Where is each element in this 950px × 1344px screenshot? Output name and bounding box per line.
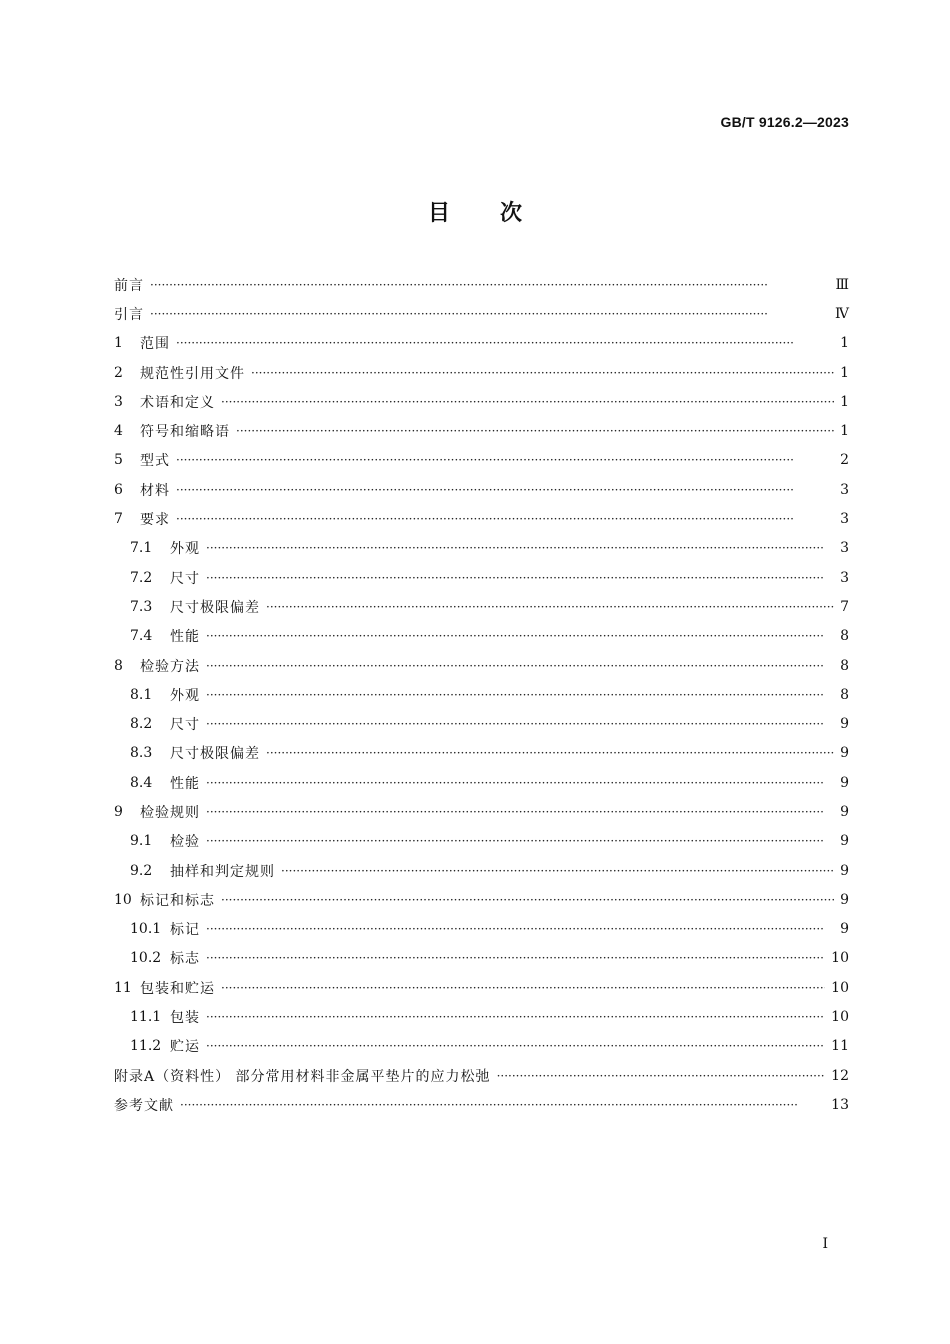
toc-entry-number: 10.1 bbox=[130, 921, 162, 938]
toc-entry-number: 9.2 bbox=[130, 862, 153, 879]
toc-entry-label: 符号和缩略语 bbox=[140, 424, 230, 441]
toc-entry-page: 9 bbox=[840, 891, 849, 908]
toc-entry-label: 标记和标志 bbox=[140, 892, 215, 909]
toc-entry[interactable] bbox=[114, 827, 849, 856]
toc-entry[interactable] bbox=[114, 1032, 849, 1061]
toc-entry-page: Ⅲ bbox=[835, 276, 849, 293]
toc-entry[interactable] bbox=[114, 944, 849, 973]
toc-entry[interactable] bbox=[114, 534, 849, 563]
toc-dot-leader bbox=[206, 1039, 825, 1053]
toc-entry-number: 6 bbox=[114, 481, 123, 498]
toc-entry[interactable] bbox=[114, 504, 849, 533]
toc-entry-label: 包装和贮运 bbox=[140, 980, 215, 997]
toc-entry-number: 7 bbox=[114, 511, 123, 528]
toc-entry-label: 术语和定义 bbox=[140, 394, 215, 411]
toc-dot-leader bbox=[206, 629, 834, 643]
toc-dot-leader bbox=[497, 1069, 826, 1083]
toc-entry-number: 8.2 bbox=[130, 716, 153, 733]
toc-entry-label: 外观 bbox=[170, 541, 200, 558]
toc-entry-page: 13 bbox=[831, 1096, 849, 1113]
toc-entry-label: 前言 bbox=[114, 277, 144, 294]
standard-code: GB/T 9126.2—2023 bbox=[720, 114, 849, 130]
toc-entry[interactable] bbox=[114, 358, 849, 387]
toc-dot-leader bbox=[251, 366, 834, 380]
toc-entry-label: 包装 bbox=[170, 1010, 200, 1027]
toc-list bbox=[114, 270, 849, 1120]
toc-entry-page: 9 bbox=[840, 803, 849, 820]
toc-dot-leader bbox=[206, 922, 834, 936]
toc-dot-leader bbox=[206, 834, 834, 848]
toc-entry-number: 8.3 bbox=[130, 745, 153, 762]
toc-entry-page: 8 bbox=[840, 686, 849, 703]
toc-entry[interactable] bbox=[114, 973, 849, 1002]
toc-entry-page: 11 bbox=[831, 1038, 849, 1055]
toc-dot-leader bbox=[176, 512, 834, 526]
toc-entry-page: 1 bbox=[840, 364, 849, 381]
page-number: I bbox=[822, 1236, 828, 1252]
toc-entry-page: 9 bbox=[840, 745, 849, 762]
toc-entry-page: 3 bbox=[840, 481, 849, 498]
toc-entry-label: 规范性引用文件 bbox=[140, 365, 245, 382]
toc-entry[interactable] bbox=[114, 416, 849, 445]
toc-entry-label: 尺寸极限偏差 bbox=[170, 599, 260, 616]
toc-dot-leader bbox=[221, 395, 834, 409]
toc-entry[interactable] bbox=[114, 739, 849, 768]
toc-entry[interactable] bbox=[114, 709, 849, 738]
toc-entry-label: 标志 bbox=[170, 951, 200, 968]
toc-entry-page: 12 bbox=[831, 1067, 849, 1084]
toc-entry[interactable] bbox=[114, 1002, 849, 1031]
toc-entry-page: 3 bbox=[840, 569, 849, 586]
toc-entry-page: 3 bbox=[840, 540, 849, 557]
toc-entry-page: 8 bbox=[840, 657, 849, 674]
toc-entry-label: 检验规则 bbox=[140, 804, 200, 821]
toc-dot-leader bbox=[236, 424, 834, 438]
toc-entry-number: 7.3 bbox=[130, 598, 153, 615]
toc-dot-leader bbox=[281, 864, 834, 878]
toc-dot-leader bbox=[206, 717, 834, 731]
toc-entry-page: 10 bbox=[831, 1009, 849, 1026]
toc-dot-leader bbox=[206, 659, 834, 673]
toc-entry-label: 尺寸 bbox=[170, 570, 200, 587]
toc-entry[interactable] bbox=[114, 885, 849, 914]
toc-entry[interactable] bbox=[114, 592, 849, 621]
toc-entry-label: 抽样和判定规则 bbox=[170, 863, 275, 880]
toc-entry-label: 引言 bbox=[114, 306, 144, 323]
toc-entry-number: 10.2 bbox=[130, 950, 162, 967]
toc-entry[interactable] bbox=[114, 1061, 849, 1090]
toc-entry[interactable] bbox=[114, 622, 849, 651]
toc-entry-number: 11 bbox=[114, 979, 132, 996]
toc-entry[interactable] bbox=[114, 329, 849, 358]
toc-entry-number: 7.1 bbox=[130, 540, 153, 557]
toc-entry-number: 8.1 bbox=[130, 686, 153, 703]
toc-entry-page: 1 bbox=[840, 393, 849, 410]
toc-entry-page: 9 bbox=[840, 774, 849, 791]
toc-dot-leader bbox=[150, 307, 829, 321]
toc-entry-label: 型式 bbox=[140, 453, 170, 470]
toc-entry-number: 8.4 bbox=[130, 774, 153, 791]
toc-entry-page: Ⅳ bbox=[835, 305, 849, 322]
toc-dot-leader bbox=[176, 453, 834, 467]
toc-entry-label: 外观 bbox=[170, 687, 200, 704]
toc-entry[interactable] bbox=[114, 387, 849, 416]
toc-entry[interactable] bbox=[114, 1090, 849, 1119]
toc-entry-label: 材料 bbox=[140, 482, 170, 499]
toc-entry[interactable] bbox=[114, 563, 849, 592]
toc-dot-leader bbox=[206, 688, 834, 702]
toc-entry-number: 11.1 bbox=[130, 1009, 162, 1026]
toc-entry-page: 2 bbox=[840, 452, 849, 469]
toc-entry[interactable] bbox=[114, 475, 849, 504]
toc-entry-label: 附录A（资料性） 部分常用材料非金属平垫片的应力松弛 bbox=[114, 1068, 491, 1085]
toc-entry-label: 贮运 bbox=[170, 1039, 200, 1056]
toc-entry-page: 9 bbox=[840, 862, 849, 879]
toc-dot-leader bbox=[150, 278, 829, 292]
toc-dot-leader bbox=[206, 776, 834, 790]
toc-entry-page: 1 bbox=[840, 335, 849, 352]
toc-entry-page: 9 bbox=[840, 833, 849, 850]
toc-entry-number: 4 bbox=[114, 423, 123, 440]
toc-entry[interactable] bbox=[114, 680, 849, 709]
toc-entry-page: 9 bbox=[840, 921, 849, 938]
toc-entry-label: 尺寸 bbox=[170, 717, 200, 734]
toc-dot-leader bbox=[176, 336, 834, 350]
toc-entry[interactable] bbox=[114, 651, 849, 680]
toc-entry-label: 参考文献 bbox=[114, 1097, 174, 1114]
toc-entry[interactable] bbox=[114, 446, 849, 475]
toc-entry-number: 3 bbox=[114, 393, 123, 410]
toc-title: 目次 bbox=[427, 201, 572, 226]
toc-entry-label: 标记 bbox=[170, 922, 200, 939]
toc-entry-number: 7.4 bbox=[130, 628, 153, 645]
toc-dot-leader bbox=[266, 600, 834, 614]
toc-dot-leader bbox=[176, 483, 834, 497]
toc-dot-leader bbox=[206, 1010, 825, 1024]
toc-entry[interactable] bbox=[114, 299, 849, 328]
toc-entry[interactable] bbox=[114, 856, 849, 885]
toc-entry[interactable] bbox=[114, 797, 849, 826]
toc-entry-label: 范围 bbox=[140, 336, 170, 353]
toc-entry-number: 1 bbox=[114, 335, 123, 352]
toc-entry-number: 8 bbox=[114, 657, 123, 674]
toc-entry-page: 1 bbox=[840, 423, 849, 440]
toc-entry-label: 检验方法 bbox=[140, 658, 200, 675]
toc-entry-label: 性能 bbox=[170, 629, 200, 646]
toc-dot-leader bbox=[180, 1098, 825, 1112]
toc-entry-number: 7.2 bbox=[130, 569, 153, 586]
toc-entry-number: 9.1 bbox=[130, 833, 153, 850]
toc-entry-label: 检验 bbox=[170, 834, 200, 851]
toc-dot-leader bbox=[266, 746, 834, 760]
toc-entry-number: 5 bbox=[114, 452, 123, 469]
toc-entry-label: 性能 bbox=[170, 775, 200, 792]
toc-entry-page: 10 bbox=[831, 979, 849, 996]
toc-entry-label: 尺寸极限偏差 bbox=[170, 746, 260, 763]
toc-entry-number: 11.2 bbox=[130, 1038, 162, 1055]
toc-dot-leader bbox=[206, 541, 834, 555]
toc-dot-leader bbox=[221, 893, 834, 907]
toc-dot-leader bbox=[206, 571, 834, 585]
toc-entry-page: 9 bbox=[840, 716, 849, 733]
toc-entry-page: 3 bbox=[840, 511, 849, 528]
toc-entry-page: 10 bbox=[831, 950, 849, 967]
toc-dot-leader bbox=[206, 951, 825, 965]
toc-entry-number: 9 bbox=[114, 803, 123, 820]
toc-entry-page: 8 bbox=[840, 628, 849, 645]
toc-entry[interactable] bbox=[114, 768, 849, 797]
toc-entry[interactable] bbox=[114, 270, 849, 299]
toc-entry-number: 2 bbox=[114, 364, 123, 381]
toc-entry-page: 7 bbox=[840, 598, 849, 615]
toc-dot-leader bbox=[221, 981, 825, 995]
toc-entry-number: 10 bbox=[114, 891, 132, 908]
toc-entry-label: 要求 bbox=[140, 512, 170, 529]
toc-dot-leader bbox=[206, 805, 834, 819]
toc-entry[interactable] bbox=[114, 915, 849, 944]
